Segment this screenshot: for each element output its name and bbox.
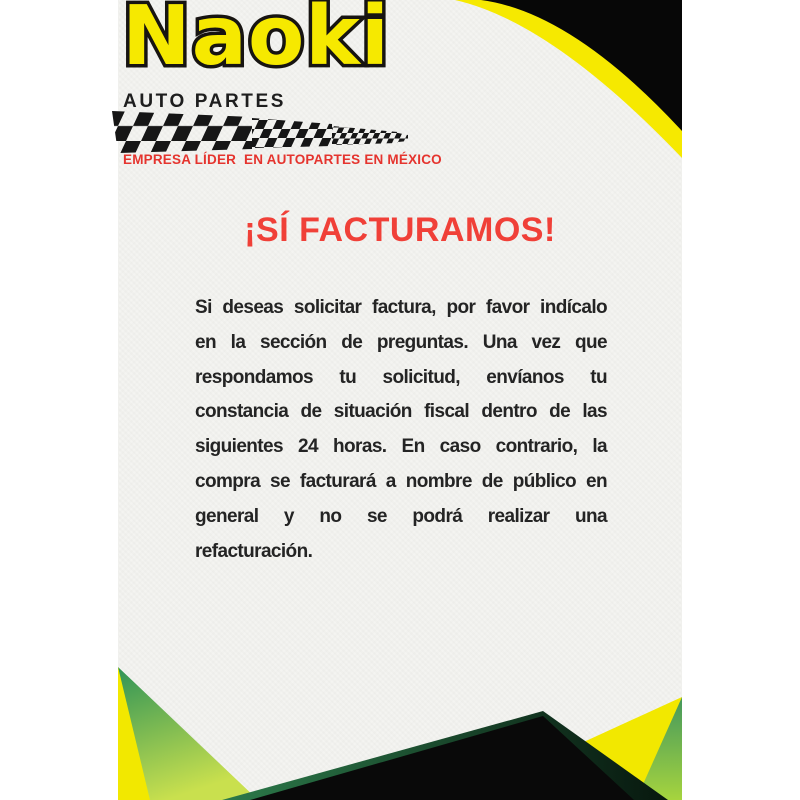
paragraph-line: refacturación. bbox=[195, 540, 313, 562]
paragraph-line: en la sección de preguntas. Una vez que bbox=[195, 331, 607, 353]
paragraph-line: siguientes 24 horas. En caso contrario, la bbox=[195, 436, 607, 458]
brand-subtitle: AUTO PARTES bbox=[123, 91, 287, 112]
invoice-paragraph bbox=[195, 291, 607, 569]
brand-logo: Naoki bbox=[122, 0, 390, 84]
paragraph-line: general y no se podrá realizar una bbox=[195, 505, 607, 527]
paragraph-line: compra se facturará a nombre de público en bbox=[195, 470, 607, 492]
paragraph-line: Si deseas solicitar factura, por favor indícalo bbox=[195, 297, 607, 318]
paragraph-line: respondamos tu solicitud, envíanos tu bbox=[195, 366, 607, 388]
brand-tagline: EMPRESA LÍDER EN AUTOPARTES EN MÉXICO bbox=[123, 152, 442, 167]
flyer-page bbox=[118, 0, 682, 800]
invoice-heading: ¡SÍ FACTURAMOS! bbox=[244, 211, 556, 249]
paragraph-line: constancia de situación fiscal dentro de las bbox=[195, 401, 607, 423]
